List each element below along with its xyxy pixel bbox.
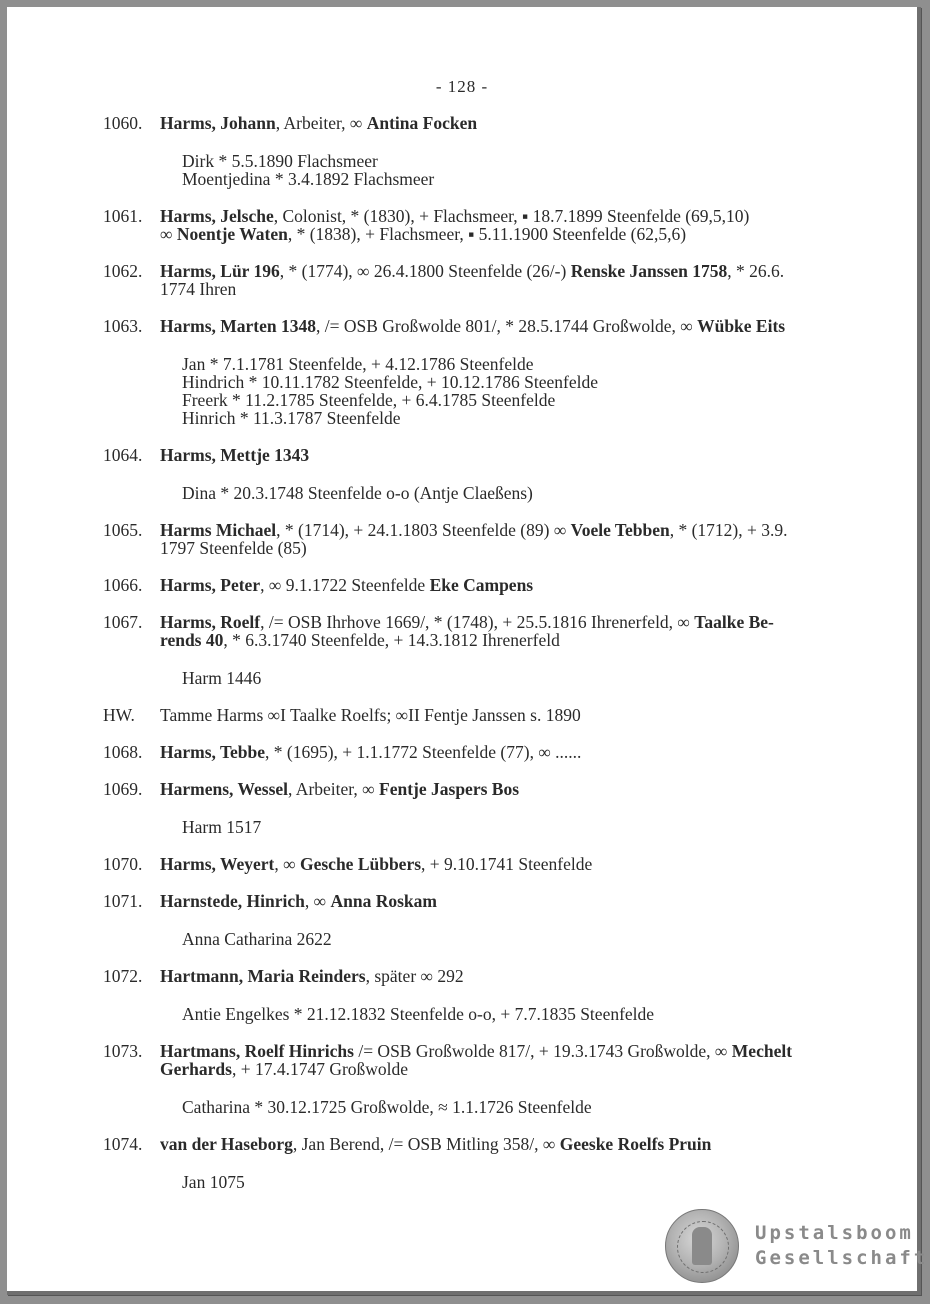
entry-detail: 1774 Ihren xyxy=(160,279,237,299)
person-name: Hartmann, Maria Reinders xyxy=(160,966,366,986)
entry-number: 1070. xyxy=(103,854,143,874)
entry-headline xyxy=(103,317,873,335)
genealogy-entry xyxy=(103,521,873,557)
entry-headline xyxy=(103,780,873,798)
person-name: Harms Michael xyxy=(160,520,277,540)
entry-detail: , Arbeiter, ∞ xyxy=(288,779,380,799)
entry-text xyxy=(160,1042,873,1060)
person-name: Harnstede, Hinrich xyxy=(160,891,305,911)
child-record: Catharina * 30.12.1725 Großwolde, ≈ 1.1.1726 Steenfelde xyxy=(182,1097,592,1117)
seal-figure xyxy=(692,1227,712,1265)
entry-detail: Tamme Harms ∞I Taalke Roelfs; ∞II Fentje Janssen s. 1890 xyxy=(160,705,581,725)
genealogy-entry xyxy=(103,317,873,427)
entry-number: 1068. xyxy=(103,742,143,762)
entry-headline xyxy=(103,207,873,225)
entry-text xyxy=(160,317,873,335)
person-name: Hartmans, Roelf Hinrichs xyxy=(160,1041,354,1061)
entry-number: 1062. xyxy=(103,261,143,281)
children-list xyxy=(103,930,873,948)
child-record: Antie Engelkes * 21.12.1832 Steenfelde o-o, + 7.7.1835 Steenfelde xyxy=(182,1004,655,1024)
children-list xyxy=(103,1098,873,1116)
entry-number: HW. xyxy=(103,705,135,725)
entry-detail: , Arbeiter, ∞ xyxy=(275,113,367,133)
person-name: Harms, Johann xyxy=(160,113,276,133)
genealogy-entry xyxy=(103,967,873,1023)
entry-number: 1064. xyxy=(103,445,143,465)
genealogy-entry xyxy=(103,262,873,298)
page-number: - 128 - xyxy=(435,77,489,96)
entry-gap xyxy=(103,502,873,521)
entry-gap xyxy=(103,243,873,262)
children-list xyxy=(103,152,873,188)
entry-headline xyxy=(103,743,873,761)
child-record: Freerk * 11.2.1785 Steenfelde, + 6.4.1785 Steenfelde xyxy=(182,390,556,410)
children-list xyxy=(103,1173,873,1191)
entry-headline xyxy=(103,613,873,631)
child-record: Moentjedina * 3.4.1892 Flachsmeer xyxy=(182,169,435,189)
person-name: Harms, Roelf xyxy=(160,612,261,632)
entry-text xyxy=(160,114,873,132)
entry-number: 1071. xyxy=(103,891,143,911)
person-name: Voele Tebben xyxy=(570,520,670,540)
entry-number: 1060. xyxy=(103,113,143,133)
entry-continuation xyxy=(103,280,873,298)
entry-text xyxy=(160,1060,873,1078)
children-list xyxy=(103,355,873,427)
entry-detail: , ∞ xyxy=(274,854,300,874)
entry-detail: , /= OSB Ihrhove 1669/, * (1748), + 25.5.1816 Ihrenerfeld, ∞ xyxy=(260,612,695,632)
child-record: Hinrich * 11.3.1787 Steenfelde xyxy=(182,408,401,428)
child-record: Hindrich * 10.11.1782 Steenfelde, + 10.12.1786 Steenfelde xyxy=(182,372,599,392)
entry-text xyxy=(160,892,873,910)
genealogy-entry xyxy=(103,1042,873,1116)
entry-gap xyxy=(103,1116,873,1135)
person-name: Renske Janssen 1758 xyxy=(570,261,728,281)
child-record: Harm 1446 xyxy=(182,668,262,688)
entry-text xyxy=(160,446,873,464)
entry-gap xyxy=(103,761,873,780)
genealogy-entry xyxy=(103,114,873,188)
entry-headline xyxy=(103,967,873,985)
brand-name xyxy=(755,1221,928,1271)
entry-number: 1066. xyxy=(103,575,143,595)
person-name: Noentje Waten xyxy=(176,224,288,244)
entry-text xyxy=(160,1135,873,1153)
genealogy-entry xyxy=(103,613,873,687)
person-name: Anna Roskam xyxy=(330,891,437,911)
person-name: Gesche Lübbers xyxy=(299,854,422,874)
entry-detail: , ∞ xyxy=(304,891,331,911)
children-list xyxy=(103,669,873,687)
entry-number: 1072. xyxy=(103,966,143,986)
entry-text xyxy=(160,262,873,280)
entry-headline xyxy=(103,706,873,724)
children-list xyxy=(103,484,873,502)
child-record: Jan 1075 xyxy=(182,1172,245,1192)
publisher-footer xyxy=(665,1209,929,1285)
entry-headline xyxy=(103,1042,873,1060)
entry-detail: , Jan Berend, /= OSB Mitling 358/, ∞ xyxy=(292,1134,560,1154)
children-list xyxy=(103,1005,873,1023)
person-name: Antina Focken xyxy=(366,113,478,133)
entry-detail: , * (1838), + Flachsmeer, ▪ 5.11.1900 Steenfelde (62,5,6) xyxy=(287,224,687,244)
person-name: Eke Campens xyxy=(429,575,534,595)
genealogy-entry xyxy=(103,576,873,594)
entry-detail: , + 9.10.1741 Steenfelde xyxy=(421,854,593,874)
brand-line-1: Upstalsboom xyxy=(755,1222,914,1244)
entry-detail: , * 26.6. xyxy=(727,261,785,281)
entry-continuation xyxy=(103,1060,873,1078)
genealogy-entry xyxy=(103,446,873,502)
entry-text xyxy=(160,706,873,724)
entry-gap xyxy=(103,873,873,892)
entry-detail: , Colonist, * (1830), + Flachsmeer, ▪ 18.7.1899 Steenfelde (69,5,10) xyxy=(273,206,750,226)
genealogy-entry xyxy=(103,207,873,243)
person-name: Harms, Jelsche xyxy=(160,206,274,226)
person-name: Gerhards xyxy=(160,1059,232,1079)
entry-gap xyxy=(103,724,873,743)
entry-detail: ∞ xyxy=(160,224,177,244)
genealogy-entry xyxy=(103,706,873,724)
seal-icon xyxy=(665,1209,739,1283)
genealogy-entry xyxy=(103,780,873,836)
children-list xyxy=(103,818,873,836)
entry-gap xyxy=(103,557,873,576)
entry-text xyxy=(160,280,873,298)
entry-text xyxy=(160,225,873,243)
entry-detail: , * 6.3.1740 Steenfelde, + 14.3.1812 Ihrenerfeld xyxy=(223,630,560,650)
entry-number: 1074. xyxy=(103,1134,143,1154)
entry-number: 1065. xyxy=(103,520,143,540)
person-name: Geeske Roelfs Pruin xyxy=(559,1134,712,1154)
child-record: Harm 1517 xyxy=(182,817,262,837)
entry-detail: , + 17.4.1747 Großwolde xyxy=(231,1059,409,1079)
brand-line-2: Gesellschaft xyxy=(755,1247,929,1269)
entry-headline xyxy=(103,446,873,464)
entry-gap xyxy=(103,594,873,613)
entry-headline xyxy=(103,1135,873,1153)
entry-headline xyxy=(103,855,873,873)
entry-number: 1069. xyxy=(103,779,143,799)
person-name: rends 40 xyxy=(160,630,224,650)
entry-text xyxy=(160,855,873,873)
entry-gap xyxy=(103,687,873,706)
entry-gap xyxy=(103,1023,873,1042)
entry-number: 1063. xyxy=(103,316,143,336)
entry-text xyxy=(160,780,873,798)
person-name: van der Haseborg xyxy=(160,1134,293,1154)
genealogy-entry xyxy=(103,855,873,873)
entry-gap xyxy=(103,836,873,855)
entry-text xyxy=(160,539,873,557)
person-name: Harms, Weyert xyxy=(160,854,275,874)
entry-list xyxy=(103,114,873,1191)
entry-text xyxy=(160,207,873,225)
entry-headline xyxy=(103,262,873,280)
entry-continuation xyxy=(103,539,873,557)
person-name: Fentje Jaspers Bos xyxy=(379,779,519,799)
entry-continuation xyxy=(103,631,873,649)
entry-headline xyxy=(103,576,873,594)
entry-number: 1067. xyxy=(103,612,143,632)
person-name: Harms, Marten 1348 xyxy=(160,316,317,336)
entry-text xyxy=(160,967,873,985)
person-name: Taalke Be- xyxy=(694,612,774,632)
person-name: Wübke Eits xyxy=(697,316,786,336)
genealogy-entry xyxy=(103,743,873,761)
entry-text xyxy=(160,521,873,539)
entry-continuation xyxy=(103,225,873,243)
entry-headline xyxy=(103,521,873,539)
entry-number: 1061. xyxy=(103,206,143,226)
child-record: Jan * 7.1.1781 Steenfelde, + 4.12.1786 Steenfelde xyxy=(182,354,534,374)
genealogy-entry xyxy=(103,892,873,948)
entry-detail: , ∞ 9.1.1722 Steenfelde xyxy=(260,575,430,595)
entry-text xyxy=(160,576,873,594)
person-name: Harms, Lür 196 xyxy=(160,261,280,281)
entry-detail: , * (1712), + 3.9. xyxy=(669,520,788,540)
person-name: Harms, Peter xyxy=(160,575,261,595)
genealogy-entry xyxy=(103,1135,873,1191)
child-record: Dina * 20.3.1748 Steenfelde o-o (Antje Claeßens) xyxy=(182,483,533,503)
entry-headline xyxy=(103,114,873,132)
entry-detail: , * (1695), + 1.1.1772 Steenfelde (77), ∞ ...... xyxy=(265,742,582,762)
entry-detail: /= OSB Großwolde 817/, + 19.3.1743 Großwolde, ∞ xyxy=(353,1041,732,1061)
entry-detail: , später ∞ 292 xyxy=(365,966,464,986)
entry-detail: 1797 Steenfelde (85) xyxy=(160,538,307,558)
entry-text xyxy=(160,613,873,631)
child-record: Anna Catharina 2622 xyxy=(182,929,332,949)
entry-detail: , /= OSB Großwolde 801/, * 28.5.1744 Großwolde, ∞ xyxy=(316,316,698,336)
entry-number: 1073. xyxy=(103,1041,143,1061)
entry-detail: , * (1714), + 24.1.1803 Steenfelde (89) ∞ xyxy=(276,520,571,540)
entry-text xyxy=(160,743,873,761)
entry-gap xyxy=(103,188,873,207)
entry-gap xyxy=(103,427,873,446)
child-record: Dirk * 5.5.1890 Flachsmeer xyxy=(182,151,378,171)
document-page xyxy=(7,7,929,1295)
entry-text xyxy=(160,631,873,649)
entry-gap xyxy=(103,298,873,317)
entry-headline xyxy=(103,892,873,910)
person-name: Harmens, Wessel xyxy=(160,779,289,799)
person-name: Harms, Mettje 1343 xyxy=(160,445,310,465)
entry-gap xyxy=(103,948,873,967)
person-name: Mechelt xyxy=(731,1041,793,1061)
entry-detail: , * (1774), ∞ 26.4.1800 Steenfelde (26/-) xyxy=(279,261,571,281)
person-name: Harms, Tebbe xyxy=(160,742,266,762)
